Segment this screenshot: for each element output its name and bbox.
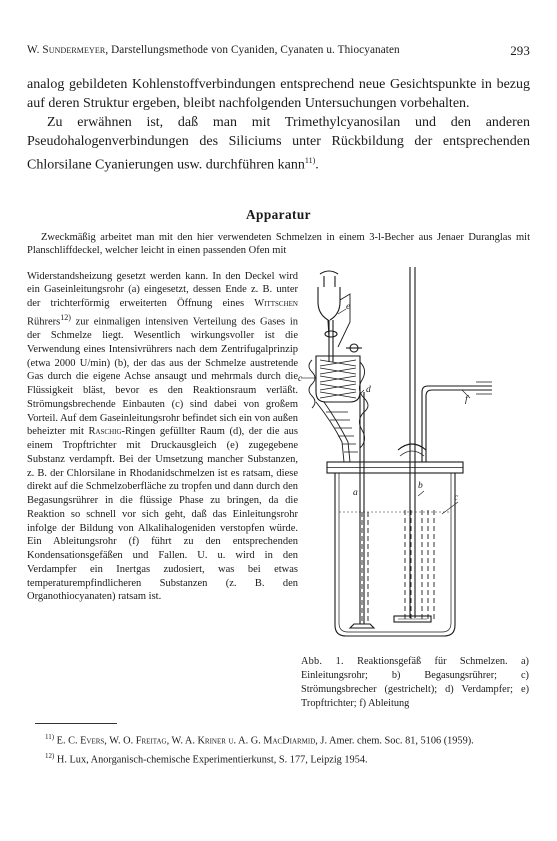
footnote-11-text: J. Amer. chem. Soc. 81, 5106 (1959). (317, 735, 474, 747)
header-title: , Darstellungsmethode von Cyaniden, Cyanaten u. Thiocyanaten (105, 44, 400, 56)
footnote-11 (27, 730, 530, 749)
footnote-divider (35, 723, 117, 724)
body-text-d: -Ringen gefüllter Raum (d), der die aus einem Tropftrichter mit Druckausgleich (e) zugegebene Substanz verdampft. Bei der Umsetzung mancher Substanzen, z. B. der Chlorsilane in Rhodanidschmelzen ist es ratsam, diese direkt auf die Schmelzoberfläche zu tropfen und dann durch den Begasungsrührer in die flüssige Phase zu bringen, da die Reaktion so schnell vor sich geht, daß das Einleitungsrohr infolge der Bildung von Alkalihalogeniden verstopfen würde. Ein Ableitungsrohr (f) führt zu den entsprechenden Kondensationsgefäßen und Fallen. U. u. wird in den Verdampfer ein Inertgas zudosiert, was bei etwas temperaturempfindlicheren Substanzen (z. B. den Organothiocyanaten) ratsam ist. (27, 426, 298, 603)
footnote-12 (27, 749, 530, 768)
body-fullwidth-lines (27, 231, 530, 258)
caption-text: Reaktionsgefäß für Schmelzen. a) Einleitungsrohr; b) Begasungsrührer; c) Strömungsbrecher (gestrichelt); d) Verdampfer; e) Tropftrichter; f) Ableitung (301, 656, 529, 709)
footnote-11-mark: 11) (45, 733, 55, 741)
header-author: W. Sundermeyer (27, 44, 106, 56)
label-f: f (465, 395, 468, 405)
body-text-a: Widerstandsheizung gesetzt werden kann. In den Deckel wird ein Gaseinleitungsrohr (a) eingesetzt, dessen Ende z. B. unter der trichterförmig erweiterten Öffnung eines (27, 270, 298, 309)
body-column (27, 270, 298, 605)
footnote-ref-12: 12) (60, 312, 71, 322)
caption-label: Abb. 1. (301, 656, 344, 667)
body-text-c: zur einmaligen intensiven Verteilung des Gases in der Schmelze liegt. Wesentlich wirkungsvoller ist die Verwendung eines Intensivrührers nach dem Zentrifugalprinzip (etwa 2000 U/min) (b), der das aus der Schmelze austretende Gas durch die eigene Achse ansaugt und mehrmals durch die Flüssigkeit bläst, bevor es den Reaktionsraum verläßt. Strömungsbrechende Einbauten (c) sind dabei von großem Vorteil. Auf dem Gaseinleitungsrohr befindet sich ein von außen beheizter mit (27, 316, 298, 438)
figure-caption (301, 655, 529, 711)
section-heading: Apparatur (246, 207, 311, 222)
label-e: e (346, 302, 351, 312)
label-d: d (366, 385, 371, 395)
footnote-12-text: H. Lux, Anorganisch-chemische Experimentierkunst, S. 177, Leipzig 1954. (54, 754, 368, 766)
label-c: c (454, 493, 459, 503)
body-column-paragraph (27, 270, 298, 605)
label-leaders (301, 309, 470, 514)
outlet-tube-f (422, 382, 492, 462)
caption-paragraph (301, 655, 529, 711)
raschig-name: Raschig (88, 426, 122, 438)
running-title (27, 44, 400, 56)
baffles-c (362, 510, 434, 624)
apparatus-drawing (298, 262, 532, 647)
label-c-left: c (298, 374, 303, 384)
footnote-12-mark: 12) (45, 751, 55, 760)
evaporator-d (309, 356, 368, 462)
intro-paragraph-2 (27, 114, 530, 175)
vessel-lid (327, 462, 463, 473)
intro-text (27, 76, 530, 175)
label-a: a (353, 488, 358, 498)
witt-name: Wittschen (254, 298, 298, 309)
dropping-funnel-e (318, 271, 362, 362)
intro-paragraph-2-text: Zu erwähnen ist, daß man mit Trimethylcyanosilan und den anderen Pseudohalogenverbindungen des Siliciums unter Rückbildung der entsprechenden Chlorsilane Cyanierungen usw. durchführen kann (27, 114, 530, 173)
footnote-ref-11: 11) (304, 155, 316, 165)
intro-paragraph-2-end: . (315, 157, 319, 173)
label-b: b (418, 481, 423, 491)
footnote-11-authors: E. C. Evers, W. O. Freitag, W. A. Kriner u. A. G. MacDiarmid, (54, 735, 318, 747)
intro-paragraph-1: analog gebildeten Kohlenstoffverbindungen entsprechend neue Gesichtspunkte in bezug auf deren Struktur ergeben, bleibt nachfolgenden Untersuchungen vorbehalten. (27, 77, 530, 111)
page-number: 293 (510, 43, 530, 58)
body-text-b: Rührers (27, 316, 61, 328)
footnotes (27, 730, 530, 767)
body-first-lines: Zweckmäßig arbeitet man mit den hier verwendeten Schmelzen in einem 3-l-Becher aus Jenaer Duranglas mit Planschliffdeckel, welcher leicht in einen passenden Ofen mit (27, 232, 530, 257)
apparatus-figure (298, 262, 532, 647)
